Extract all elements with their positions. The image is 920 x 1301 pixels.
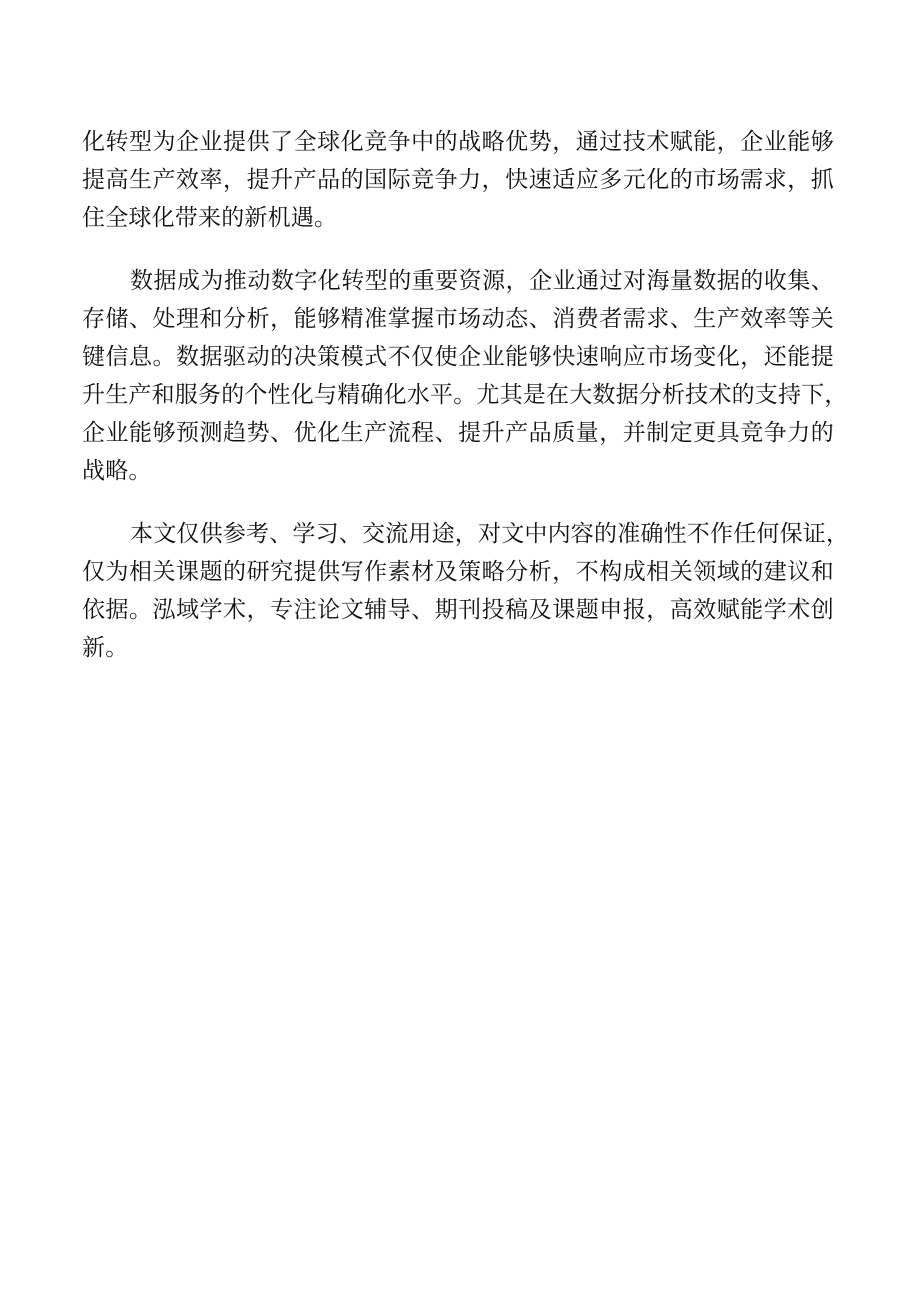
text-line: 存储、处理和分析，能够精准掌握市场动态、消费者需求、生产效率等关 xyxy=(82,306,834,332)
text-line: 提高生产效率，提升产品的国际竞争力，快速适应多元化的市场需求，抓 xyxy=(82,167,834,193)
text-line: 依据。泓域学术，专注论文辅导、期刊投稿及课题申报，高效赋能学术创 xyxy=(82,597,834,623)
text-line: 企业能够预测趋势、优化生产流程、提升产品质量，并制定更具竞争力的 xyxy=(82,420,834,446)
text-line: 本文仅供参考、学习、交流用途，对文中内容的准确性不作任何保证， xyxy=(130,521,850,547)
text-line: 新。 xyxy=(82,635,129,661)
text-line: 住全球化带来的新机遇。 xyxy=(82,205,338,231)
paragraph-3 xyxy=(82,515,850,667)
text-line: 升生产和服务的个性化与精确化水平。尤其是在大数据分析技术的支持下， xyxy=(82,382,848,408)
paragraph-2 xyxy=(82,262,848,490)
text-line: 战略。 xyxy=(82,458,152,484)
text-line: 仅为相关课题的研究提供写作素材及策略分析，不构成相关领域的建议和 xyxy=(82,559,834,585)
text-line: 数据成为推动数字化转型的重要资源，企业通过对海量数据的收集、 xyxy=(130,268,834,294)
text-line: 键信息。数据驱动的决策模式不仅使企业能够快速响应市场变化，还能提 xyxy=(82,344,834,370)
paragraph-1 xyxy=(82,123,834,237)
text-line: 化转型为企业提供了全球化竞争中的战略优势，通过技术赋能，企业能够 xyxy=(82,129,834,155)
document-body xyxy=(82,123,850,692)
